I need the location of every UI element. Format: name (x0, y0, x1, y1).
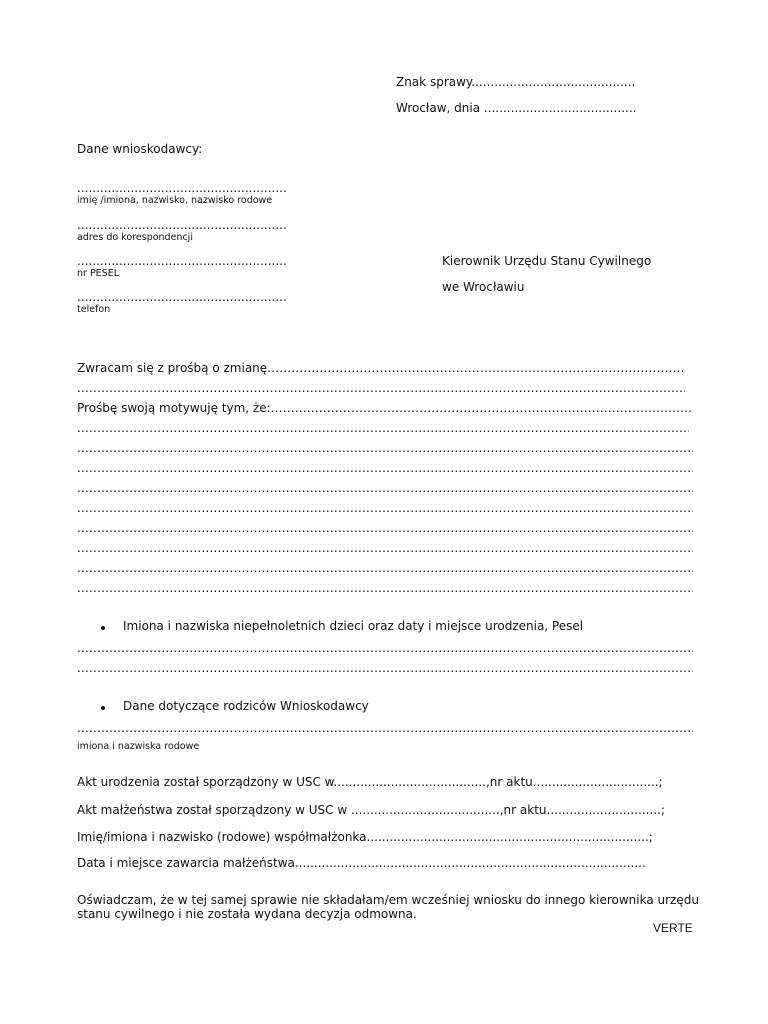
applicant-address-label: adres do korespondencji (77, 232, 193, 243)
request-line (77, 359, 685, 375)
marriage-date-line: Data i miejsce zawarcia małżeństwa............................................................................................ (77, 856, 646, 870)
applicant-name-line: ....................................................... (77, 181, 287, 195)
motivation-line-9 (77, 559, 693, 575)
children-line-2 (77, 659, 693, 675)
motivation-line-4 (77, 459, 693, 475)
applicant-pesel-line: ....................................................... (77, 254, 287, 268)
applicant-pesel-label: nr PESEL (77, 268, 120, 279)
parents-heading: Dane dotyczące rodziców Wnioskodawcy (123, 699, 369, 713)
children-heading: Imiona i nazwiska niepełnoletnich dzieci oraz daty i miejsce urodzenia, Pesel (123, 619, 584, 633)
motivation-line-7 (77, 519, 693, 535)
place-date-field: Wrocław, dnia ........................................ (396, 101, 637, 115)
applicant-phone-label: telefon (77, 304, 111, 315)
declaration-line-1: Oświadczam, że w tej samej sprawie nie składałam/em wcześniej wniosku do innego kierownika urzędu (77, 893, 699, 907)
request-fill (267, 361, 685, 375)
parents-line (77, 719, 693, 735)
motivation-line-3 (77, 439, 693, 455)
parents-caption: imiona i nazwiska rodowe (77, 741, 200, 752)
addressee-city: we Wrocławiu (442, 280, 525, 294)
applicant-address-line: ....................................................... (77, 218, 287, 232)
bullet-icon (101, 626, 105, 630)
case-number-field: Znak sprawy........................................... (396, 75, 636, 89)
motivation-line-5 (77, 479, 693, 495)
applicant-heading: Dane wnioskodawcy: (77, 142, 203, 156)
request-fill-2 (77, 381, 685, 395)
motivation-fill (271, 401, 691, 415)
motivation-line-2 (77, 419, 689, 435)
request-line-2 (77, 379, 685, 395)
motivation-label: Prośbę swoją motywuję tym, że: (77, 400, 271, 415)
marriage-record-line: Akt małżeństwa został sporządzony w USC w .......................................,nr aktu..............................; (77, 803, 665, 817)
declaration-line-2: stanu cywilnego i nie została wydana decyzja odmowna. (77, 907, 417, 921)
bullet-icon (101, 706, 105, 710)
request-label: Zwracam się z prośbą o zmianę (77, 360, 268, 375)
applicant-phone-line: ....................................................... (77, 290, 287, 304)
applicant-name-label: imię /imiona, nazwisko, nazwisko rodowe (77, 195, 273, 206)
birth-record-line: Akt urodzenia został sporządzony w USC w........................................,nr aktu.................................; (77, 775, 663, 789)
motivation-line-10 (77, 579, 693, 595)
spouse-name-line: Imię/imiona i nazwisko (rodowe) współmałżonka..........................................................................; (77, 830, 653, 844)
children-line-1 (77, 639, 693, 655)
verte-label: VERTE (653, 921, 693, 935)
motivation-line-6 (77, 499, 693, 515)
motivation-line-8 (77, 539, 693, 555)
motivation-line (77, 399, 691, 415)
addressee-title: Kierownik Urzędu Stanu Cywilnego (442, 254, 652, 268)
